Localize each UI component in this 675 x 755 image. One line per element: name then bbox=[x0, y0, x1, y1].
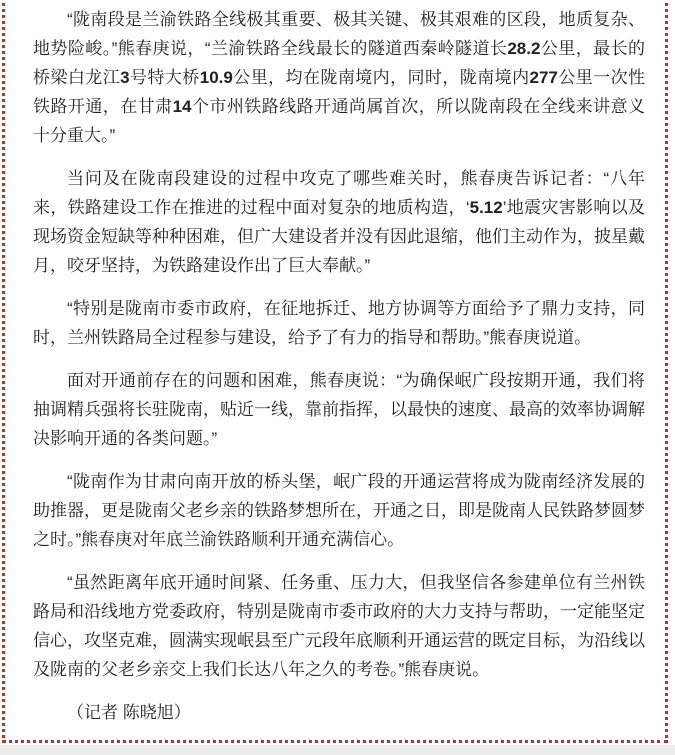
text-run: ’地震灾害影响以及现场资金短缺等种种困难，但广大建设者并没有因此退缩，他们主动作为，披星戴月，咬牙坚持，为铁路建设作出了巨大奉献。” bbox=[33, 198, 646, 275]
bold-number-run: 277 bbox=[529, 68, 558, 87]
bold-number-run: 28.2 bbox=[507, 39, 541, 58]
text-run: 公里，均在陇南境内，同时，陇南境内 bbox=[232, 68, 530, 87]
paragraph bbox=[33, 164, 645, 280]
bottom-margin-strip bbox=[0, 745, 675, 755]
text-run: “陇南作为甘肃向南开放的桥头堡，岷广段的开通运营将成为陇南经济发展的助推器，更是陇南父老乡亲的铁路梦想所在，开通之日，即是陇南人民铁路梦圆梦之时。”熊春庚对年底兰渝铁路顺利开通充满信心。 bbox=[33, 472, 645, 549]
text-run: 号特大桥 bbox=[129, 68, 200, 87]
bold-number-run: 10.9 bbox=[199, 68, 233, 87]
bold-number-run: 3 bbox=[120, 68, 130, 87]
paragraph bbox=[33, 698, 645, 727]
text-run: 个市州铁路线路开通尚属首次，所以陇南段在全线来讲意义十分重大。” bbox=[33, 97, 646, 145]
text-run: “陇南段是兰渝铁路全线极其重要、极其关键、极其艰难的区段，地质复杂、地势险峻。”熊春庚说，“兰渝铁路全线最长的隧道西秦岭隧道长 bbox=[33, 10, 645, 58]
bold-number-run: 14 bbox=[172, 97, 192, 116]
text-run: 公里，最长的桥梁白龙江 bbox=[33, 39, 646, 87]
paragraph bbox=[33, 5, 645, 150]
text-run: “虽然距离年底开通时间紧、任务重、压力大，但我坚信各参建单位有兰州铁路局和沿线地方党委政府，特别是陇南市委市政府的大力支持与帮助，一定能坚定信心，攻坚克难，圆满实现岷县至广元段年底顺利开通运营的既定目标，为沿线以及陇南的父老乡亲交上我们长达八年之久的考卷。”熊春庚说。 bbox=[33, 573, 645, 679]
paragraph bbox=[33, 568, 645, 684]
paragraph bbox=[33, 467, 645, 554]
article-body bbox=[33, 0, 645, 727]
text-run: “特别是陇南市委市政府，在征地拆迁、地方协调等方面给予了鼎力支持，同时，兰州铁路局全过程参与建设，给予了有力的指导和帮助。”熊春庚说道。 bbox=[33, 299, 645, 347]
bold-number-run: 5.12 bbox=[469, 198, 503, 217]
text-run: （记者 陈晓旭） bbox=[67, 703, 191, 722]
text-run: 公里一次性铁路开通，在甘肃 bbox=[33, 68, 646, 116]
text-run: 当问及在陇南段建设的过程中攻克了哪些难关时，熊春庚告诉记者：“八年来，铁路建设工作在推进的过程中面对复杂的地质构造，‘ bbox=[33, 169, 645, 217]
paragraph bbox=[33, 294, 645, 352]
paragraph bbox=[33, 366, 645, 453]
text-run: 面对开通前存在的问题和困难，熊春庚说：“为确保岷广段按期开通，我们将抽调精兵强将长驻陇南，贴近一线，靠前指挥，以最快的速度、最高的效率协调解决影响开通的各类问题。” bbox=[33, 371, 645, 448]
